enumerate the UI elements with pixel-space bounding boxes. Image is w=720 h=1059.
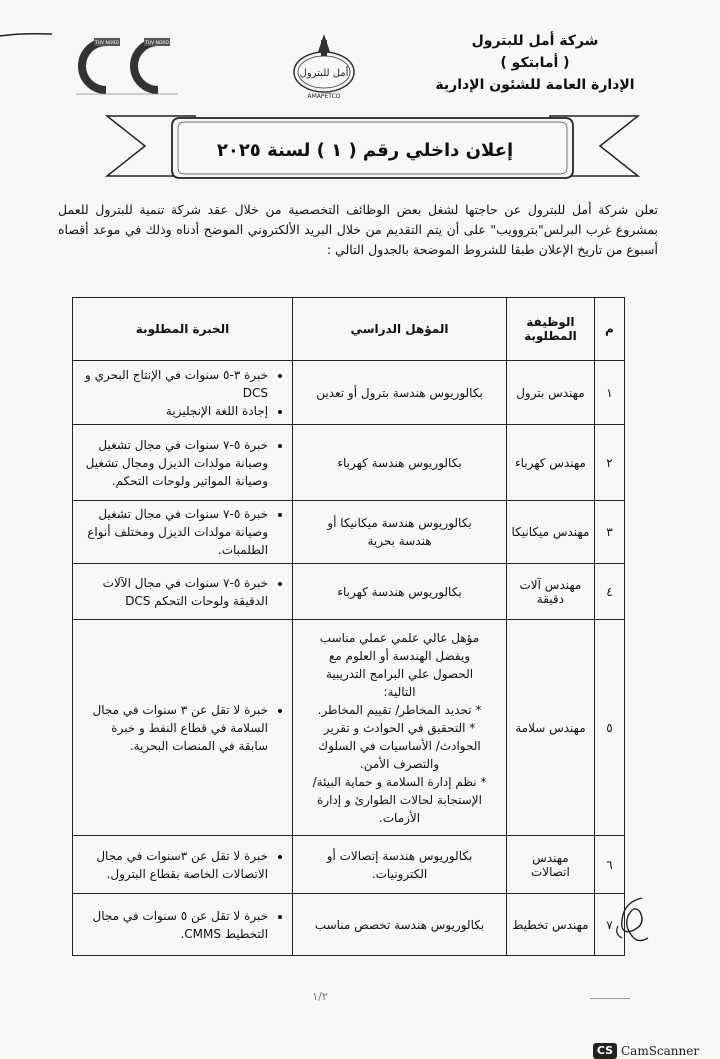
experience-cell	[73, 564, 293, 620]
qualification-line: التالية:	[383, 684, 416, 699]
tuv-badge-2: TUV NORD	[144, 41, 170, 46]
company-abbrev: ( أمابتكو )	[500, 55, 570, 71]
certification-logos	[72, 34, 182, 98]
experience-list	[83, 847, 282, 883]
row-number: ٤	[594, 564, 624, 620]
job-title: مهندس كهرباء	[507, 425, 595, 501]
table-row	[73, 620, 625, 836]
experience-item: • خبرة لا تقل عن ٣سنوات في مجال الاتصالات الخاصة بقطاع البترول.	[83, 847, 268, 883]
table-row	[73, 425, 625, 501]
row-number: ٣	[594, 501, 624, 564]
experience-cell	[73, 836, 293, 894]
footer-dash	[590, 998, 630, 999]
experience-list	[83, 701, 282, 755]
experience-item: • خبرة ٥-٧ سنوات في مجال تشغيل وصيانة مولدات الديزل ومجال تشغيل وصيانة المواتير ولوحات التحكم.	[83, 436, 268, 490]
row-number: ٢	[594, 425, 624, 501]
qualification-line: بكالوريوس هندسة إتصالات أو	[326, 848, 473, 863]
company-name: شركة أمل للبترول	[471, 33, 599, 49]
qualification-line: الأزمات.	[378, 810, 421, 825]
experience-item: • خبرة ٣-٥ سنوات في الإنتاج البحري و DCS	[83, 366, 268, 402]
experience-cell	[73, 361, 293, 425]
qualification-line: والتصرف الأمن.	[359, 756, 440, 771]
experience-list	[83, 366, 282, 420]
qualification-cell	[293, 361, 507, 425]
company-header	[420, 30, 650, 96]
experience-cell	[73, 501, 293, 564]
header-num: م	[594, 298, 624, 361]
experience-cell	[73, 894, 293, 956]
jobs-table	[72, 297, 625, 956]
experience-list	[83, 505, 282, 559]
experience-item: • خبرة ٥-٧ سنوات في مجال تشغيل وصيانة مولدات الديزل ومختلف أنواع الطلمبات.	[83, 505, 268, 559]
department-name: الإدارة العامة للشئون الإدارية	[435, 77, 635, 93]
table-row	[73, 564, 625, 620]
experience-cell	[73, 425, 293, 501]
page-number: ١/٢	[312, 990, 328, 1003]
experience-list	[83, 574, 282, 610]
intro-paragraph: تعلن شركة أمل للبترول عن حاجتها لشغل بعض الوظائف التخصصية من خلال عقد شركة تنمية للبترول للعمل بمشروع غرب البرلس"بتروويب" على أن يتم التقديم من خلال البريد الألكتروني الموضح أدناه وذلك في موعد أقصاه أسبوع من تاريخ الإعلان طبقا للشروط الموضحة بالجدول التالي :	[58, 202, 658, 257]
job-title: مهندس اتصالات	[507, 836, 595, 894]
experience-list	[83, 907, 282, 943]
qualification-line: الحوادث/ الأساسيات في السلوك	[318, 738, 481, 753]
qualification-cell	[293, 620, 507, 836]
qualification-line: ويفضل الهندسة أو العلوم مع	[328, 648, 471, 663]
qualification-cell	[293, 894, 507, 956]
company-logo	[290, 30, 358, 100]
job-title: مهندس بترول	[507, 361, 595, 425]
scanner-watermark	[593, 1042, 720, 1059]
experience-item: • إجادة اللغة الإنجليزية	[83, 402, 268, 420]
qualification-cell	[293, 501, 507, 564]
signature-mark	[612, 890, 656, 950]
qualification-line: * التحقيق في الحوادث و تقرير	[323, 720, 476, 735]
header-experience: الخبرة المطلوبة	[73, 298, 293, 361]
experience-item: • خبرة لا تقل عن ٣ سنوات في مجال السلامة في قطاع النفط و خبرة سابقة في المنصات البحرية.	[83, 701, 268, 755]
qualification-line: بكالوريوس هندسة ميكانيكا أو	[327, 516, 472, 530]
header-qualification: المؤهل الدراسي	[293, 298, 507, 361]
header-job: الوظيفة المطلوبة	[507, 298, 595, 361]
job-title: مهندس سلامة	[507, 620, 595, 836]
table-row	[73, 361, 625, 425]
qualification-line: * نظم إدارة السلامة و حماية البيئة/	[312, 774, 487, 789]
qualification-line: * تحديد المخاطر/ تقييم المخاطر.	[317, 702, 482, 717]
announcement-title: إعلان داخلي رقم ( ١ ) لسنة ٢٠٢٥	[216, 139, 514, 161]
logo-latin-text: AMAPETCO	[307, 93, 341, 100]
qualification-line: الحصول علي البرامج التدريبية	[325, 666, 474, 681]
table-row	[73, 501, 625, 564]
experience-list	[83, 436, 282, 490]
table-row	[73, 894, 625, 956]
qualification-line: الإستجابة لحالات الطوارئ و إدارة	[317, 792, 482, 807]
row-number: ٥	[594, 620, 624, 836]
job-title: مهندس ميكانيكا	[507, 501, 595, 564]
job-title: مهندس تخطيط	[507, 894, 595, 956]
qualification-line: بكالوريوس هندسة بترول أو تعدين	[316, 385, 483, 400]
experience-item: • خبرة ٥-٧ سنوات في مجال الآلات الدقيقة ولوحات التحكم DCS	[83, 574, 268, 610]
qualification-line: بكالوريوس هندسة كهرباء	[337, 584, 462, 599]
experience-item: • خبرة لا تقل عن ٥ سنوات في مجال التخطيط CMMS.	[83, 907, 268, 943]
experience-cell	[73, 620, 293, 836]
tuv-badge-1: TUV NORD	[94, 41, 120, 46]
row-number: ١	[594, 361, 624, 425]
job-title: مهندس آلات دقيقة	[507, 564, 595, 620]
qualification-line: بكالوريوس هندسة كهرباء	[337, 455, 462, 470]
qualification-line: الكترونيات.	[371, 866, 428, 881]
qualification-line: بكالوريوس هندسة تخصص مناسب	[314, 917, 485, 932]
qualification-cell	[293, 564, 507, 620]
table-header-row	[73, 298, 625, 361]
table-row	[73, 836, 625, 894]
qualification-cell	[293, 836, 507, 894]
row-number: ٦	[594, 836, 624, 894]
qualification-line: هندسة بحرية	[367, 534, 432, 548]
scanner-text: CamScanner	[621, 1043, 700, 1058]
logo-arabic-text: أمل للبترول	[299, 68, 349, 79]
row-number: ٧	[594, 894, 624, 956]
pen-stroke-mark	[0, 30, 52, 40]
qualification-line: مؤهل عالي علمي عملي مناسب	[319, 630, 480, 645]
qualification-cell	[293, 425, 507, 501]
camscanner-icon: CS	[593, 1043, 617, 1059]
